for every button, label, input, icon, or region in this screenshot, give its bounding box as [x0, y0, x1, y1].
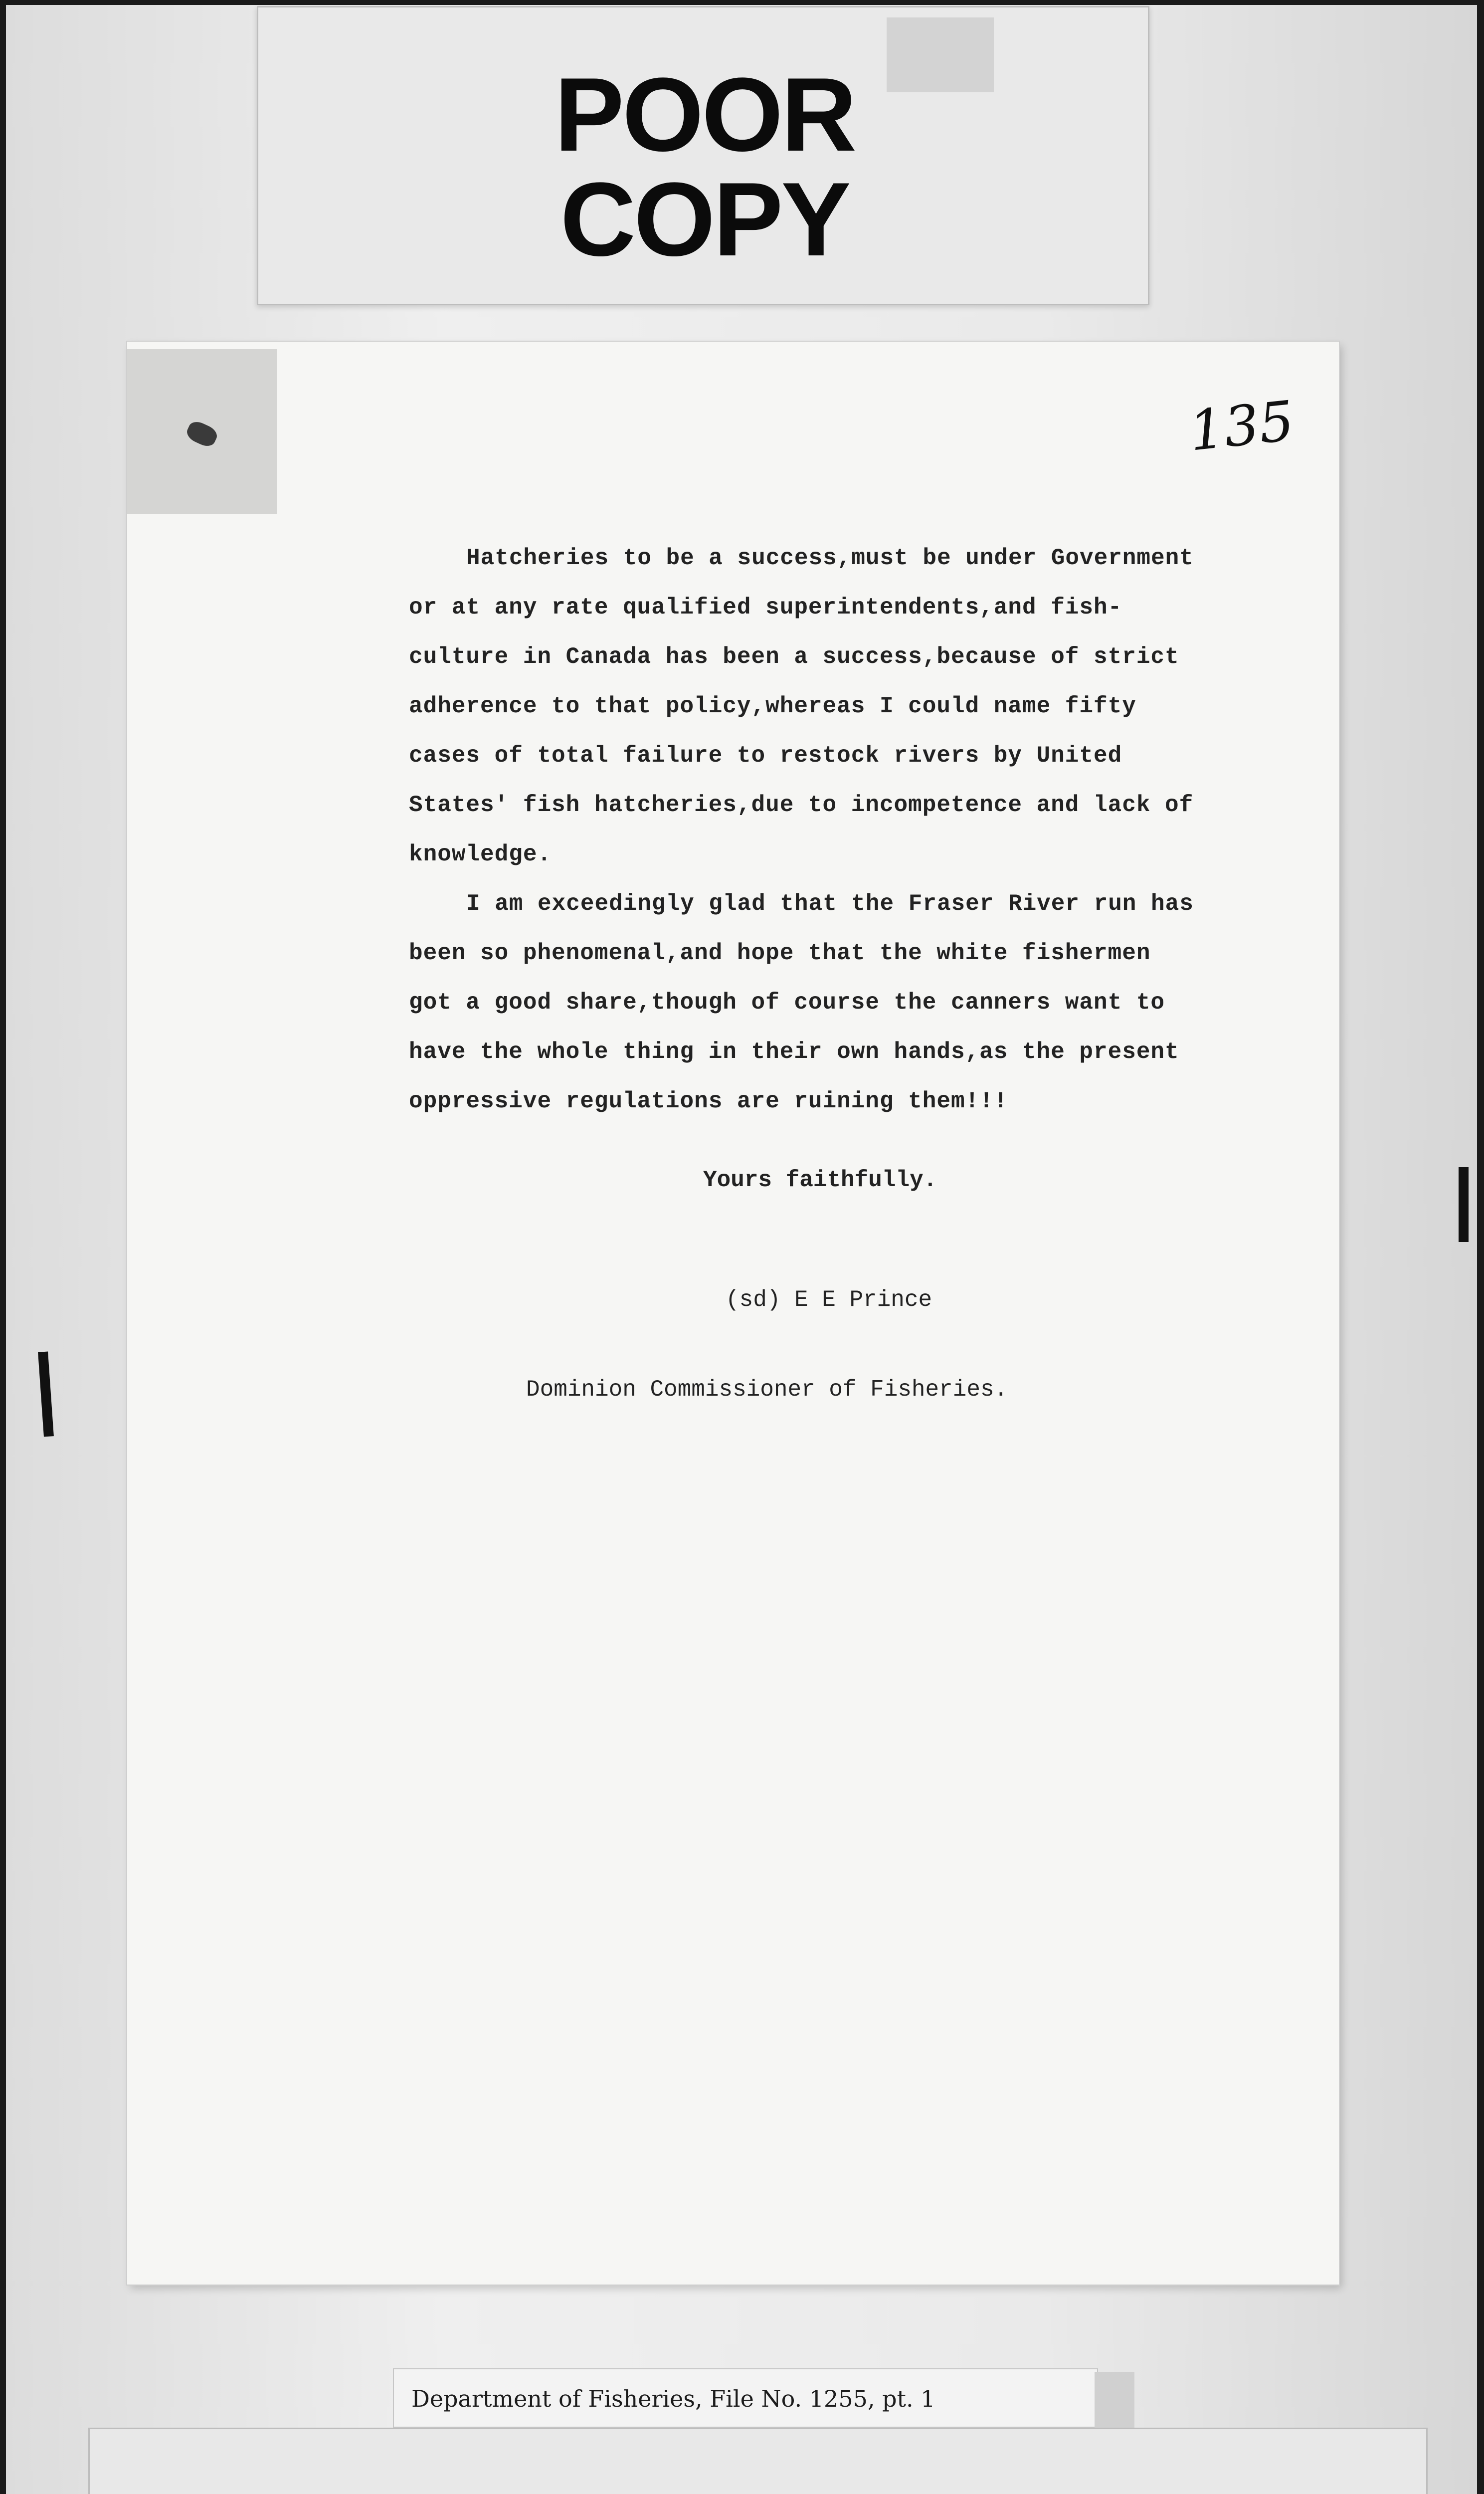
line: I am exceedingly glad that the Fraser River run has	[466, 891, 1194, 917]
letter-page	[127, 342, 1339, 2285]
signatory-title: Dominion Commissioner of Fisheries.	[526, 1377, 1008, 1403]
line: oppressive regulations are ruining them!!!	[409, 1088, 1008, 1114]
line: have the whole thing in their own hands,as the present	[409, 1039, 1179, 1065]
tape-strip	[1095, 2372, 1134, 2429]
margin-mark-right	[1459, 1167, 1469, 1242]
film-edge-top	[0, 0, 1484, 5]
line: been so phenomenal,and hope that the white fishermen	[409, 940, 1151, 966]
ink-blot	[184, 418, 219, 449]
tape-corner	[127, 349, 277, 514]
signature: (sd) E E Prince	[726, 1287, 932, 1313]
file-reference: Department of Fisheries, File No. 1255, pt. 1	[411, 2385, 935, 2412]
line: knowledge.	[409, 841, 552, 867]
archive-label	[90, 2429, 1426, 2494]
line: States' fish hatcheries,due to incompetence and lack of	[409, 792, 1194, 818]
line: adherence to that policy,whereas I could name fifty	[409, 693, 1136, 719]
line: cases of total failure to restock rivers by United	[409, 743, 1122, 769]
page-number: 135	[1186, 389, 1298, 463]
letter-body	[409, 534, 1356, 1126]
line: culture in Canada has been a success,because of strict	[409, 644, 1179, 670]
poor-copy-label	[257, 6, 1149, 305]
closing: Yours faithfully.	[703, 1167, 937, 1193]
film-edge-left	[0, 0, 6, 2494]
line: got a good share,though of course the canners want to	[409, 990, 1165, 1016]
poor-copy-line-1: POOR	[554, 56, 855, 173]
line: or at any rate qualified superintendents,and fish-	[409, 595, 1122, 621]
poor-copy-line-2: COPY	[560, 161, 849, 278]
file-reference-strip	[394, 2369, 1097, 2427]
film-edge-right	[1477, 0, 1484, 2494]
line: Hatcheries to be a success,must be under Government	[466, 545, 1194, 571]
